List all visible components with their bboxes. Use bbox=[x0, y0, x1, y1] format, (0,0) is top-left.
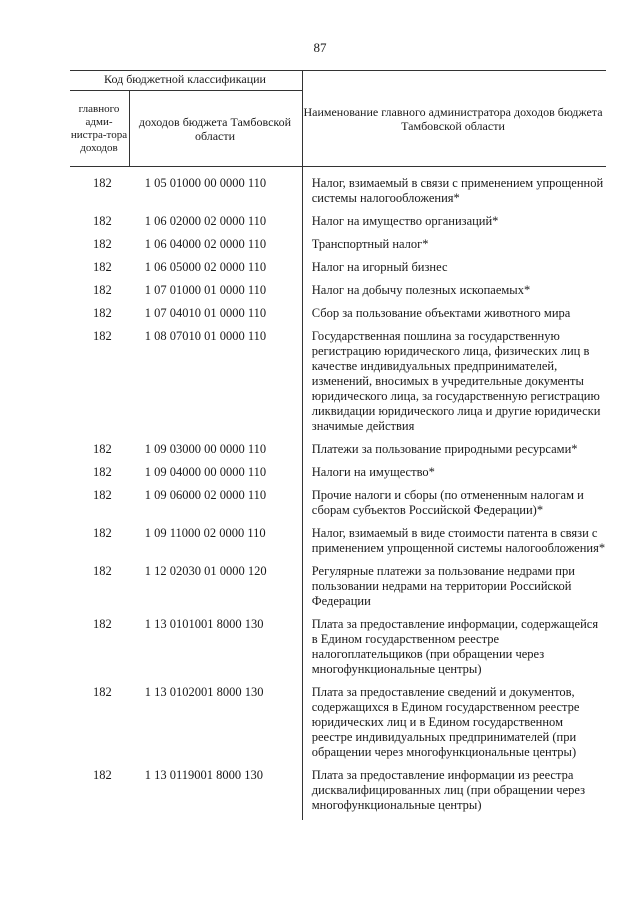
revenue-name-cell: Прочие налоги и сборы (по отмененным налогам и сборам субъектов Российской Федерации)* bbox=[311, 488, 584, 517]
header-bottom-border bbox=[70, 166, 606, 167]
revenue-code-cell: 1 05 01000 00 0000 110 bbox=[144, 176, 267, 190]
revenue-code-cell: 1 07 01000 01 0000 110 bbox=[144, 283, 267, 297]
revenue-code-cell: 1 07 04010 01 0000 110 bbox=[144, 306, 267, 320]
revenue-code-cell: 1 06 04000 02 0000 110 bbox=[144, 237, 267, 251]
table-row bbox=[70, 442, 606, 457]
revenue-code-cell: 1 09 04000 00 0000 110 bbox=[144, 465, 267, 479]
revenue-code-cell: 1 06 05000 02 0000 110 bbox=[144, 260, 267, 274]
table-row bbox=[70, 526, 606, 556]
admin-code-cell: 182 bbox=[92, 768, 112, 782]
revenue-code-cell: 1 09 03000 00 0000 110 bbox=[144, 442, 267, 456]
header-name-label: Наименование главного администратора доходов бюджета Тамбовской области bbox=[303, 105, 603, 133]
admin-code-cell: 182 bbox=[92, 465, 112, 479]
admin-code-cell: 182 bbox=[92, 176, 112, 190]
revenue-code-cell: 1 13 0101001 8000 130 bbox=[144, 617, 264, 631]
admin-code-cell: 182 bbox=[92, 306, 112, 320]
revenue-code-cell: 1 09 11000 02 0000 110 bbox=[144, 526, 266, 540]
table-row bbox=[70, 283, 606, 298]
revenue-name-cell: Налог на добычу полезных ископаемых* bbox=[311, 283, 531, 297]
table-row bbox=[70, 768, 606, 813]
revenue-name-cell: Налоги на имущество* bbox=[311, 465, 435, 479]
revenue-code-cell: 1 09 06000 02 0000 110 bbox=[144, 488, 267, 502]
table-row bbox=[70, 237, 606, 252]
table-row bbox=[70, 306, 606, 321]
header-group-divider bbox=[70, 90, 302, 91]
revenue-name-cell: Регулярные платежи за пользование недрами при пользовании недрами на территории Российской Федерации bbox=[311, 564, 575, 608]
admin-code-cell: 182 bbox=[92, 237, 112, 251]
admin-code-cell: 182 bbox=[92, 488, 112, 502]
admin-code-cell: 182 bbox=[92, 526, 112, 540]
table-row bbox=[70, 564, 606, 609]
revenue-name-cell: Плата за предоставление информации из реестра дисквалифицированных лиц (при обращении через многофункциональные центры) bbox=[311, 768, 586, 812]
revenue-code-cell: 1 13 0102001 8000 130 bbox=[144, 685, 264, 699]
admin-code-cell: 182 bbox=[92, 564, 112, 578]
header-admin-code-label: главного адми-нистра-тора доходов bbox=[70, 103, 128, 154]
header-revenue-code-label: доходов бюджета Тамбовской области bbox=[138, 115, 292, 143]
header-group-label: Код бюджетной классификации bbox=[104, 72, 266, 86]
table-row bbox=[70, 176, 606, 206]
admin-code-cell: 182 bbox=[92, 214, 112, 228]
revenue-name-cell: Плата за предоставление информации, содержащейся в Едином государственном реестре налогоплательщиков (при обращении через многофункциональные центры) bbox=[311, 617, 599, 676]
table-row bbox=[70, 488, 606, 518]
revenue-name-cell: Сбор за пользование объектами животного мира bbox=[311, 306, 571, 320]
revenue-name-cell: Транспортный налог* bbox=[311, 237, 429, 251]
revenue-code-cell: 1 06 02000 02 0000 110 bbox=[144, 214, 267, 228]
page-number: 87 bbox=[313, 40, 327, 55]
admin-code-cell: 182 bbox=[92, 260, 112, 274]
table-row bbox=[70, 617, 606, 677]
table-body bbox=[70, 176, 606, 821]
revenue-name-cell: Налог, взимаемый в виде стоимости патента в связи с применением упрощенной системы налогообложения* bbox=[311, 526, 606, 555]
table-row bbox=[70, 260, 606, 275]
admin-code-cell: 182 bbox=[92, 329, 112, 343]
revenue-code-cell: 1 12 02030 01 0000 120 bbox=[144, 564, 267, 578]
revenue-name-cell: Платежи за пользование природными ресурсами* bbox=[311, 442, 578, 456]
revenue-name-cell: Государственная пошлина за государственную регистрацию юридического лица, физических лиц в качестве индивидуальных предпринимателей, изменений, вносимых в учредительные документы юридического лица, за государственную регистрацию ликвидации юридического лица и другие юридически значимые действия bbox=[311, 329, 601, 433]
table-row bbox=[70, 685, 606, 760]
revenue-name-cell: Плата за предоставление сведений и документов, содержащихся в Едином государственном реестре юридических лиц и в Едином государственном реестре индивидуальных предпринимателей (при обращении через многофункциональные центры) bbox=[311, 685, 580, 759]
table-row bbox=[70, 214, 606, 229]
admin-code-cell: 182 bbox=[92, 442, 112, 456]
revenue-name-cell: Налог на имущество организаций* bbox=[311, 214, 499, 228]
admin-code-cell: 182 bbox=[92, 283, 112, 297]
admin-code-cell: 182 bbox=[92, 685, 112, 699]
revenue-name-cell: Налог, взимаемый в связи с применением упрощенной системы налогообложения* bbox=[311, 176, 604, 205]
admin-code-cell: 182 bbox=[92, 617, 112, 631]
revenue-code-cell: 1 08 07010 01 0000 110 bbox=[144, 329, 267, 343]
revenue-name-cell: Налог на игорный бизнес bbox=[311, 260, 448, 274]
table-row bbox=[70, 329, 606, 434]
revenue-code-cell: 1 13 0119001 8000 130 bbox=[144, 768, 264, 782]
table-row bbox=[70, 465, 606, 480]
